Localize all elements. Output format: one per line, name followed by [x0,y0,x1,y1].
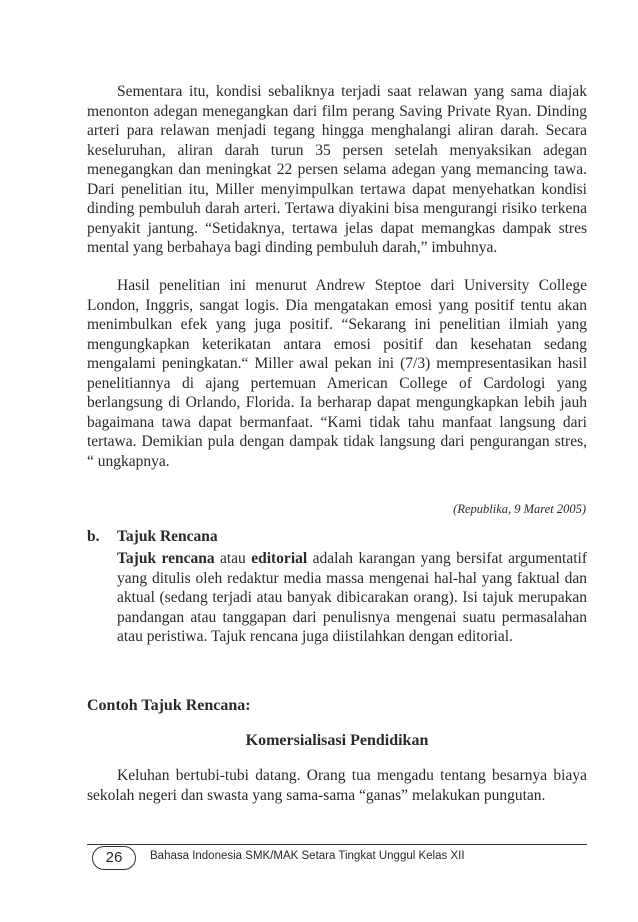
definition-paragraph [117,549,587,647]
term-editorial: editorial [251,550,308,567]
page-number: 26 [92,846,136,870]
term-tajuk-rencana: Tajuk rencana [117,550,215,567]
body-paragraph-3: Keluhan bertubi-tubi datang. Orang tua mengadu tentang besarnya biaya sekolah negeri dan swasta yang sama-sama “ganas” melakukan pungutan. [87,767,587,804]
section-heading [87,528,218,546]
section-title: Tajuk Rencana [117,528,218,545]
definition-text: adalah karangan yang bersifat argumentatif yang ditulis oleh redaktur media massa mengenai hal-hal yang faktual dan aktual (sedang terjadi atau banyak dibicarakan orang). Isi tajuk merupakan pandangan atau tanggapan dari penulisnya mengenai suatu permasalahan atau peristiwa. Tajuk rencana juga diistilahkan dengan editorial. [117,550,587,645]
section-letter: b. [87,528,100,545]
source-citation: (Republika, 9 Maret 2005) [453,502,586,516]
term-connector: atau [214,550,252,567]
example-heading: Contoh Tajuk Rencana: [87,697,251,714]
footer-book-title: Bahasa Indonesia SMK/MAK Setara Tingkat Unggul Kelas XII [150,850,465,862]
article-title: Komersialisasi Pendidikan [245,732,429,749]
footer-divider [87,844,587,845]
body-paragraph-2: Hasil penelitian ini menurut Andrew Steptoe dari University College London, Inggris, sangat logis. Dia mengatakan emosi yang positif tentu akan menimbulkan efek yang juga positif. “Sekarang ini penelitian ilmiah yang mengungkapkan keterikatan antara emosi positif dan kesehatan sedang mengalami peningkatan.“ Miller awal pekan ini (7/3) mempresentasikan hasil penelitiannya di ajang pertemuan American College of Cardologi yang berlangsung di Orlando, Florida. Ia berharap dapat mengungkapkan lebih jauh bagaimana tawa dapat bermanfaat. “Kami tidak tahu manfaat langsung dari tertawa. Demikian pula dengan dampak tidak langsung dari pengurangan stres, “ ungkapnya. [87,277,587,470]
body-paragraph-1: Sementara itu, kondisi sebaliknya terjadi saat relawan yang sama diajak menonton adegan menegangkan dari film perang Saving Private Ryan. Dinding arteri para relawan menjadi tegang hingga menghalangi aliran darah. Secara keseluruhan, aliran darah turun 35 persen setelah menyaksikan adegan menegangkan dan meningkat 22 persen selama adegan yang memancing tawa. Dari penelitian itu, Miller menyimpulkan tertawa dapat menyehatkan kondisi dinding pembuluh darah arteri. Tertawa diyakini bisa mengurangi risiko terkena penyakit jantung. “Setidaknya, tertawa jelas dapat memangkas dampak stres mental yang berbahaya bagi dinding pembuluh darah,” imbuhnya. [87,83,587,256]
